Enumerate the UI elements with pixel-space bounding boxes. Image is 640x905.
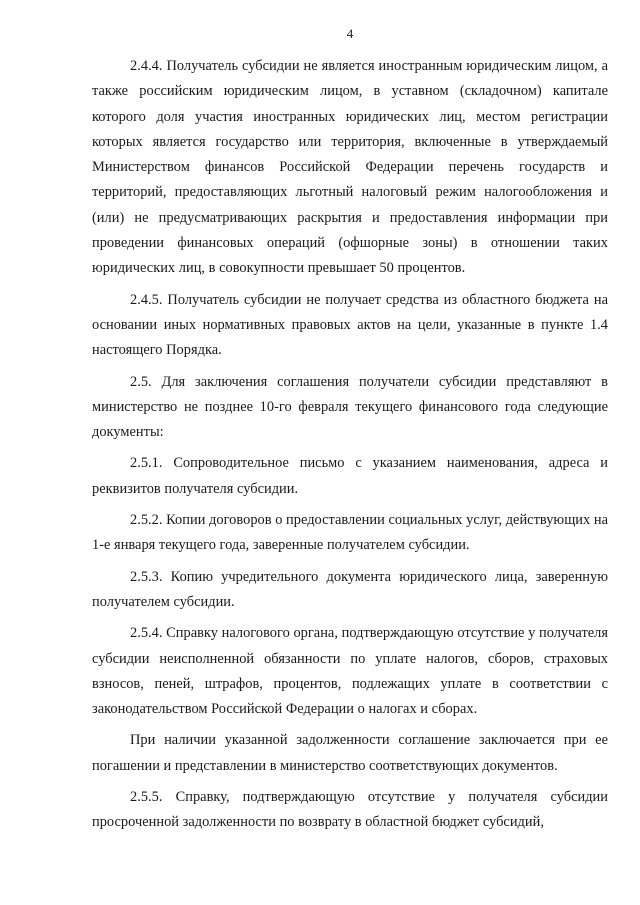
- paragraph-2-4-4: 2.4.4. Получатель субсидии не является иностранным юридическим лицом, а также российским юридическим лицом, в уставном (складочном) капитале которого доля участия иностранных юридических лиц, местом регистрации которых является государство или территория, включенные в утверждаемый Министерством финансов Российской Федерации перечень государств и территорий, предоставляющих льготный налоговый режим налогообложения и (или) не предусматривающих раскрытия и предоставления информации при проведении финансовых операций (офшорные зоны) в отношении таких юридических лиц, в совокупности превышает 50 процентов.: [92, 58, 608, 277]
- paragraph-2-5: 2.5. Для заключения соглашения получатели субсидии представляют в министерство не позднее 10-го февраля текущего финансового года следующие документы:: [92, 373, 608, 441]
- page-number: 4: [346, 26, 354, 41]
- paragraph-2-4-5: 2.4.5. Получатель субсидии не получает средства из областного бюджета на основании иных нормативных правовых актов на цели, указанные в пункте 1.4 настоящего Порядка.: [92, 291, 608, 359]
- paragraph-debt-note: При наличии указанной задолженности соглашение заключается при ее погашении и представлении в министерство соответствующих документов.: [92, 732, 608, 774]
- document-page: [92, 26, 608, 842]
- paragraph-2-5-1: 2.5.1. Сопроводительное письмо с указанием наименования, адреса и реквизитов получателя субсидии.: [92, 455, 608, 497]
- paragraph-2-5-4: 2.5.4. Справку налогового органа, подтверждающую отсутствие у получателя субсидии неисполненной обязанности по уплате налогов, сборов, страховых взносов, пеней, штрафов, процентов, подлежащих уплате в соответствии с законодательством Российской Федерации о налогах и сборах.: [92, 625, 608, 718]
- paragraph-2-5-5: 2.5.5. Справку, подтверждающую отсутствие у получателя субсидии просроченной задолженности по возврату в областной бюджет субсидий,: [92, 789, 608, 831]
- paragraph-2-5-3: 2.5.3. Копию учредительного документа юридического лица, заверенную получателем субсидии.: [92, 568, 608, 610]
- paragraph-2-5-2: 2.5.2. Копии договоров о предоставлении социальных услуг, действующих на 1-е января текущего года, заверенные получателем субсидии.: [92, 512, 608, 554]
